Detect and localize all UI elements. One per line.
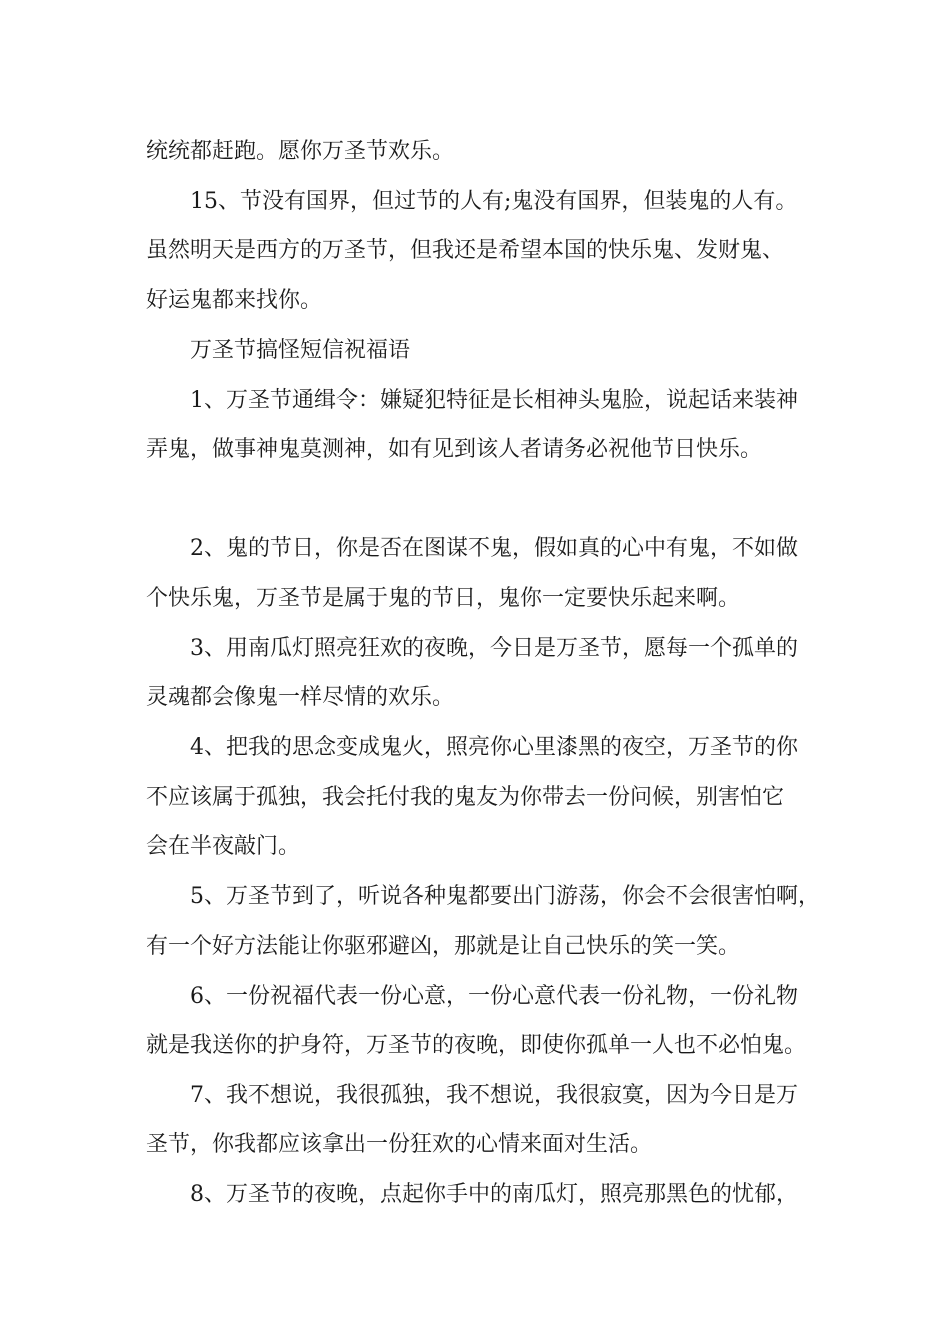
text-line: 好运鬼都来找你。 <box>146 288 323 313</box>
paragraph-15: 15、节没有国界，但过节的人有;鬼没有国界，但装鬼的人有。 <box>190 189 798 214</box>
text-line: 圣节，你我都应该拿出一份狂欢的心情来面对生活。 <box>146 1132 653 1157</box>
text-line: 有一个好方法能让你驱邪避凶，那就是让自己快乐的笑一笑。 <box>146 934 741 959</box>
text-line: 就是我送你的护身符，万圣节的夜晚，即使你孤单一人也不必怕鬼。 <box>146 1033 807 1058</box>
paragraph-2: 2、鬼的节日，你是否在图谋不鬼，假如真的心中有鬼，不如做 <box>190 536 798 561</box>
paragraph-8: 8、万圣节的夜晚，点起你手中的南瓜灯，照亮那黑色的忧郁， <box>190 1182 798 1207</box>
text-line: 虽然明天是西方的万圣节，但我还是希望本国的快乐鬼、发财鬼、 <box>146 238 785 263</box>
section-heading: 万圣节搞怪短信祝福语 <box>190 338 411 363</box>
paragraph-7: 7、我不想说，我很孤独，我不想说，我很寂寞，因为今日是万 <box>190 1083 798 1108</box>
paragraph-3: 3、用南瓜灯照亮狂欢的夜晚，今日是万圣节，愿每一个孤单的 <box>190 636 798 661</box>
text-line: 弄鬼，做事神鬼莫测神，如有见到该人者请务必祝他节日快乐。 <box>146 437 763 462</box>
text-line: 不应该属于孤独，我会托付我的鬼友为你带去一份问候，别害怕它 <box>146 785 785 810</box>
paragraph-1: 1、万圣节通缉令：嫌疑犯特征是长相神头鬼脸，说起话来装神 <box>190 388 798 413</box>
text-line: 灵魂都会像鬼一样尽情的欢乐。 <box>146 685 455 710</box>
text-line: 会在半夜敲门。 <box>146 834 301 859</box>
paragraph-6: 6、一份祝福代表一份心意，一份心意代表一份礼物，一份礼物 <box>190 984 798 1009</box>
paragraph-4: 4、把我的思念变成鬼火，照亮你心里漆黑的夜空，万圣节的你 <box>190 735 798 760</box>
text-line: 统统都赶跑。愿你万圣节欢乐。 <box>146 139 455 164</box>
paragraph-5: 5、万圣节到了，听说各种鬼都要出门游荡，你会不会很害怕啊， <box>190 884 820 909</box>
text-line: 个快乐鬼，万圣节是属于鬼的节日，鬼你一定要快乐起来啊。 <box>146 586 741 611</box>
